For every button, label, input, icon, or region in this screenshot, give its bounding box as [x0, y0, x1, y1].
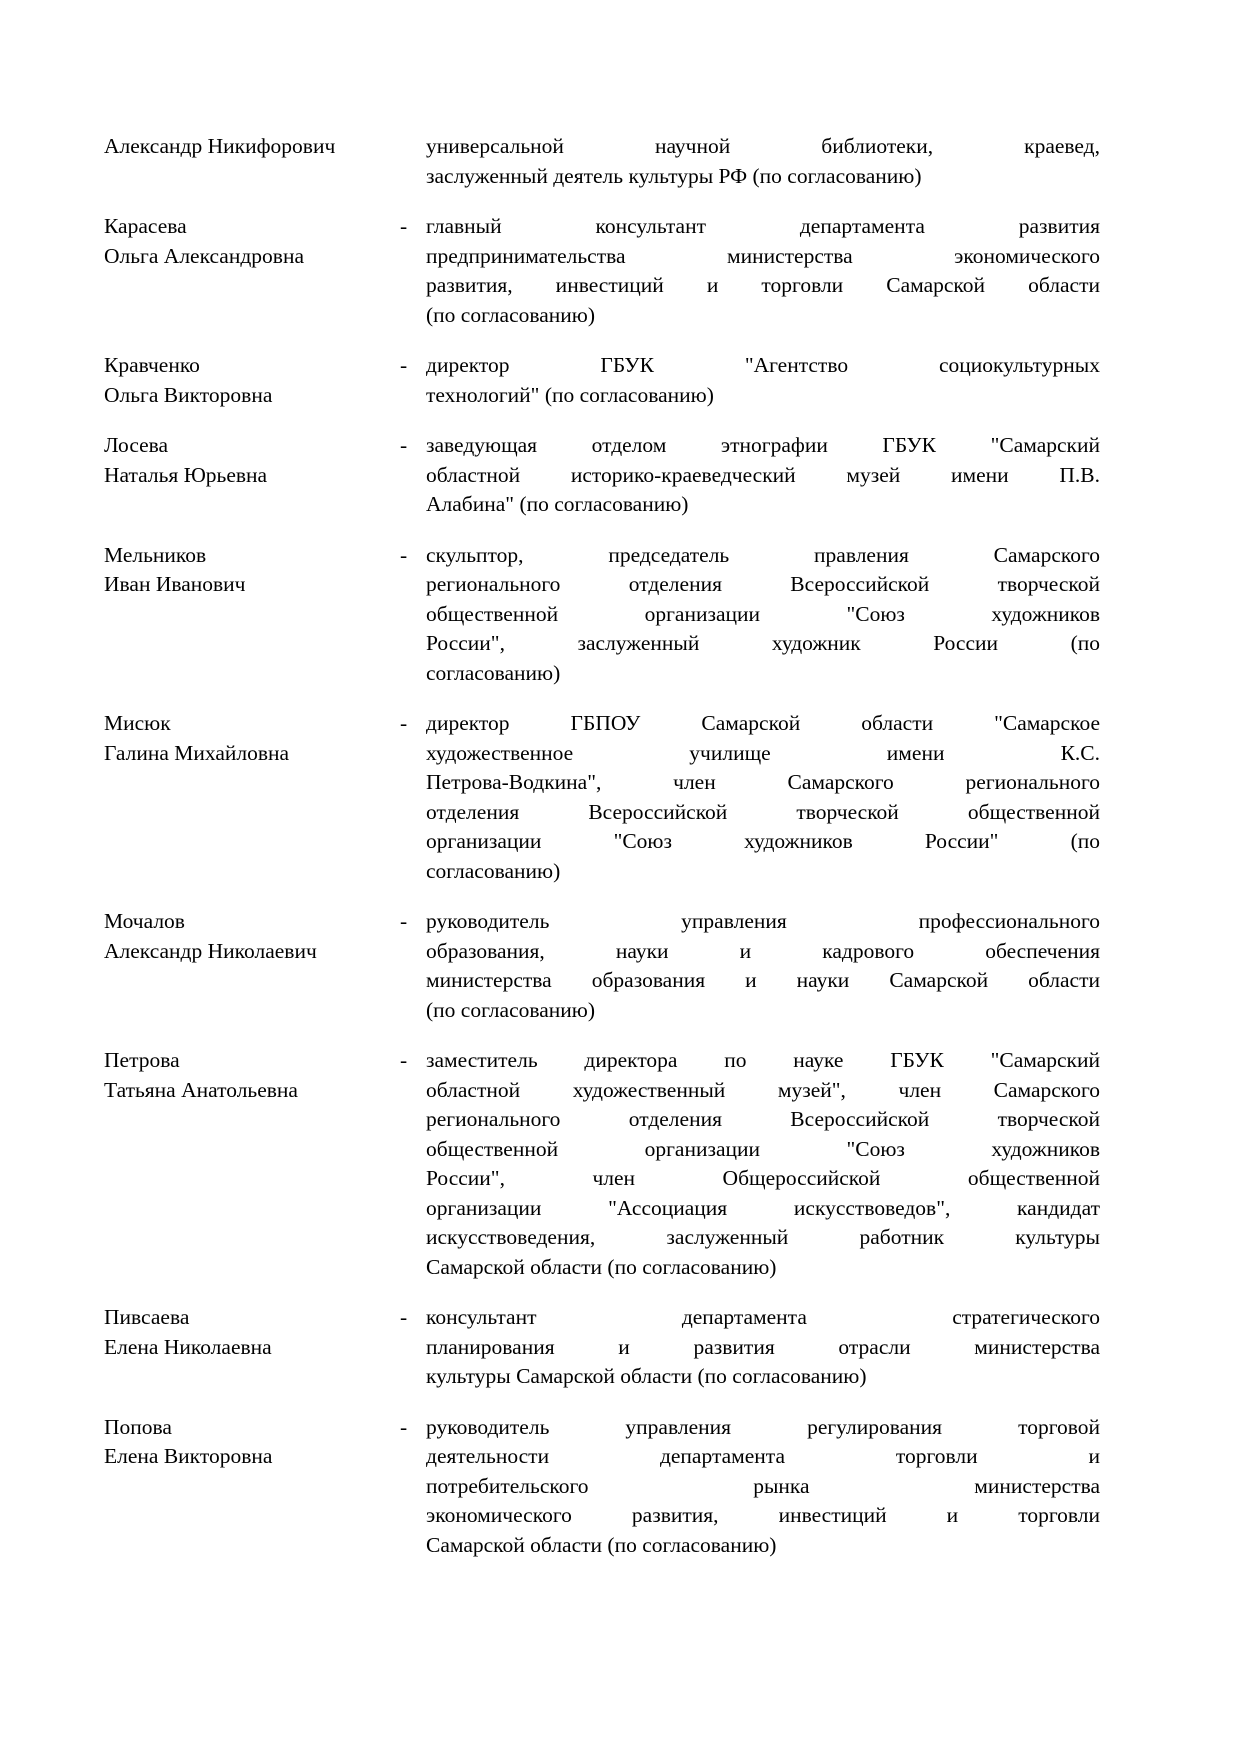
member-position — [426, 907, 1100, 1025]
member-position — [426, 132, 1100, 191]
member-position-line: развития, инвестиций и торговли Самарской области — [426, 273, 1100, 297]
member-name — [104, 1413, 400, 1472]
member-name-line: Мельников — [104, 542, 207, 567]
member-position-line: Алабина" (по согласованию) — [426, 492, 689, 516]
roster-entry — [104, 351, 1100, 410]
member-name — [104, 709, 400, 768]
entry-dash: - — [400, 542, 408, 567]
member-position-line: директор ГБУК "Агентство социокультурных — [426, 353, 1100, 377]
member-position — [426, 212, 1100, 330]
roster-entry — [104, 1046, 1100, 1282]
member-name-line: Мочалов — [104, 909, 185, 933]
member-position-line: общественной организации "Союз художников — [426, 1136, 1100, 1161]
roster-entry — [104, 431, 1100, 520]
member-position-line: областной художественный музей", член Самарского — [426, 1077, 1100, 1102]
member-name-line: Кравченко — [104, 353, 200, 377]
member-roster — [104, 132, 1100, 1560]
member-position — [426, 431, 1100, 520]
roster-entry — [104, 212, 1100, 330]
entry-dash: - — [400, 353, 408, 377]
member-name — [104, 351, 400, 410]
member-position-line: Петрова-Водкина", член Самарского регионального — [426, 770, 1100, 794]
entry-dash: - — [400, 711, 408, 735]
member-position-line: министерства образования и науки Самарской области — [426, 968, 1100, 992]
member-name-line: Елена Викторовна — [104, 1444, 273, 1468]
member-position-line: художественное училище имени К.С. — [426, 740, 1100, 765]
roster-entry — [104, 907, 1100, 1025]
member-name-line: Мисюк — [104, 711, 171, 735]
member-position — [426, 541, 1100, 689]
roster-entry — [104, 541, 1100, 689]
member-position — [426, 709, 1100, 886]
member-position-line: искусствоведения, заслуженный работник культуры — [426, 1225, 1100, 1249]
member-position-line: общественной организации "Союз художников — [426, 601, 1100, 626]
member-position-line: заместитель директора по науке ГБУК "Самарский — [426, 1048, 1100, 1072]
member-position-line: технологий" (по согласованию) — [426, 382, 714, 407]
member-name-line: Попова — [104, 1414, 172, 1439]
roster-entry — [104, 132, 1100, 191]
roster-entry — [104, 1413, 1100, 1561]
member-position-line: образования, науки и кадрового обеспечения — [426, 938, 1100, 963]
member-position-line: потребительского рынка министерства — [426, 1473, 1100, 1498]
entry-dash: - — [400, 909, 408, 933]
member-position-line: согласованию) — [426, 660, 561, 685]
member-name-line: Пивсаева — [104, 1305, 190, 1329]
member-name-line: Иван Иванович — [104, 572, 246, 596]
member-position-line: согласованию) — [426, 858, 561, 883]
member-position-line: скульптор, председатель правления Самарского — [426, 542, 1100, 567]
member-position-line: (по согласованию) — [426, 302, 596, 327]
member-position-line: экономического развития, инвестиций и торговли — [426, 1503, 1100, 1527]
roster-entry — [104, 1303, 1100, 1392]
entry-dash: - — [400, 214, 408, 238]
member-position-line: России", заслуженный художник России (по — [426, 631, 1100, 655]
member-name-line: Галина Михайловна — [104, 740, 290, 765]
member-name-line: Ольга Александровна — [104, 243, 304, 268]
member-position-line: Самарской области (по согласованию) — [426, 1532, 777, 1557]
member-position-line: главный консультант департамента развития — [426, 214, 1100, 238]
entry-dash: - — [400, 1414, 408, 1439]
member-position-line: заслуженный деятель культуры РФ (по согласованию) — [426, 163, 922, 188]
roster-entry — [104, 709, 1100, 886]
member-position-line: руководитель управления профессионального — [426, 909, 1100, 933]
member-name — [104, 541, 400, 600]
member-position-line: предпринимательства министерства экономического — [426, 243, 1100, 268]
member-name — [104, 1046, 400, 1105]
member-name-line: Наталья Юрьевна — [104, 462, 268, 487]
member-name-line: Татьяна Анатольевна — [104, 1077, 298, 1102]
member-position-line: России", член Общероссийской общественной — [426, 1166, 1100, 1190]
member-name-line: Петрова — [104, 1048, 180, 1072]
member-name-line: Александр Николаевич — [104, 938, 317, 963]
member-name — [104, 907, 400, 966]
member-position-line: регионального отделения Всероссийской творческой — [426, 1107, 1100, 1131]
member-position-line: деятельности департамента торговли и — [426, 1444, 1100, 1468]
member-position-line: универсальной научной библиотеки, краевед, — [426, 134, 1100, 158]
member-position — [426, 351, 1100, 410]
entry-dash: - — [400, 433, 408, 457]
member-position — [426, 1303, 1100, 1392]
member-name-line: Ольга Викторовна — [104, 382, 273, 407]
member-position-line: областной историко-краеведческий музей имени П.В. — [426, 462, 1100, 487]
entry-dash: - — [400, 1305, 408, 1329]
member-name-line: Елена Николаевна — [104, 1334, 272, 1359]
member-position-line: (по согласованию) — [426, 997, 596, 1022]
member-position-line: культуры Самарской области (по согласованию) — [426, 1364, 867, 1388]
member-position-line: заведующая отделом этнографии ГБУК "Самарский — [426, 433, 1100, 457]
member-position-line: Самарской области (по согласованию) — [426, 1254, 777, 1279]
member-position-line: директор ГБПОУ Самарской области "Самарское — [426, 711, 1100, 735]
member-name-line: Александр Никифорович — [104, 134, 336, 158]
entry-dash: - — [400, 1048, 408, 1072]
member-name — [104, 1303, 400, 1362]
member-position — [426, 1413, 1100, 1561]
member-name-line: Карасева — [104, 214, 187, 238]
member-name-line: Лосева — [104, 433, 169, 457]
member-name — [104, 212, 400, 271]
member-position-line: консультант департамента стратегического — [426, 1305, 1100, 1329]
member-position-line: организации "Союз художников России" (по — [426, 829, 1100, 853]
member-position-line: руководитель управления регулирования торговой — [426, 1414, 1100, 1439]
member-position-line: планирования и развития отрасли министерства — [426, 1334, 1100, 1359]
member-name — [104, 132, 400, 162]
member-position-line: регионального отделения Всероссийской творческой — [426, 572, 1100, 596]
member-position-line: отделения Всероссийской творческой общественной — [426, 799, 1100, 824]
member-position — [426, 1046, 1100, 1282]
member-name — [104, 431, 400, 490]
member-position-line: организации "Ассоциация искусствоведов", кандидат — [426, 1195, 1100, 1220]
